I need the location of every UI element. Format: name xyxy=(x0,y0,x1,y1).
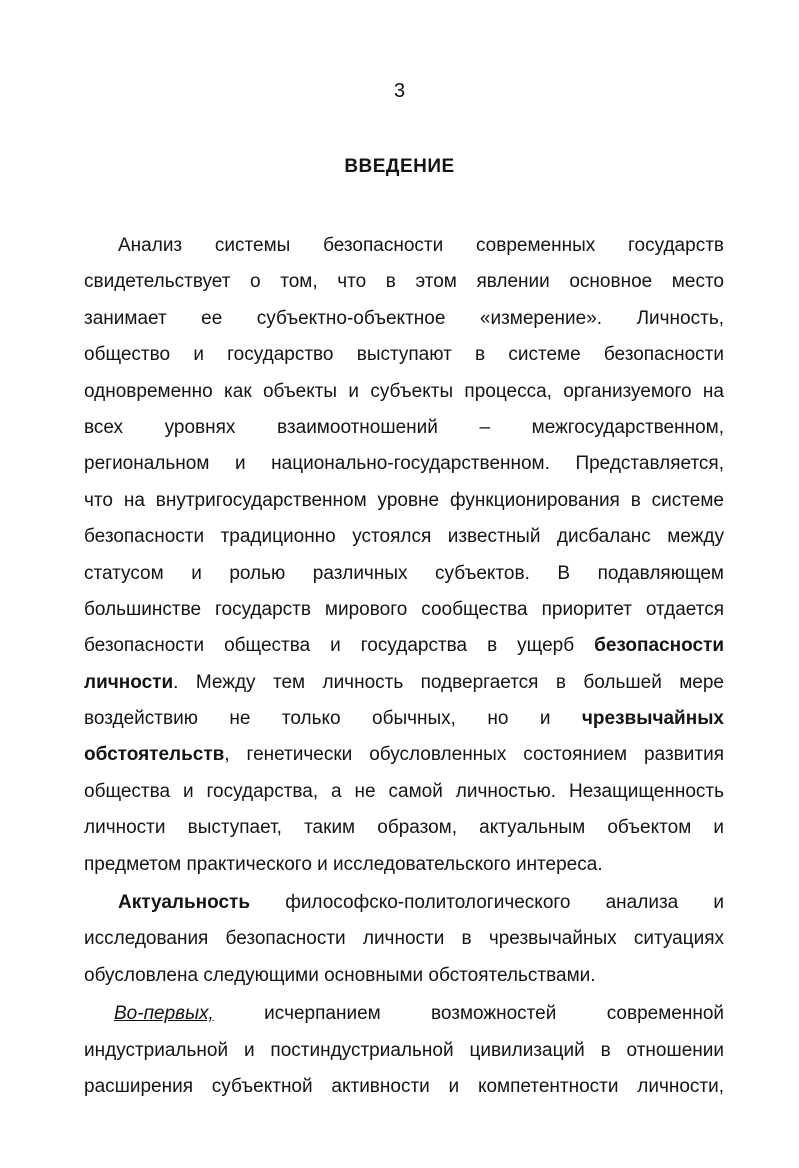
text-segment: безопасности общества и государства в ущерб xyxy=(84,635,595,657)
text-segment: , генетически обусловленных состоянием развития xyxy=(224,744,724,766)
text-segment: . Между тем личность подвергается в большей мере xyxy=(173,671,724,693)
text-line: всех уровнях взаимоотношений – межгосударственном, xyxy=(84,416,724,438)
text-segment: исчерпанием возможностей современной xyxy=(213,1003,724,1025)
text-line xyxy=(84,665,724,701)
bold-term: чрезвычайных xyxy=(581,708,724,730)
text-line: расширения субъектной активности и компетентности личности, xyxy=(84,1075,724,1097)
text-line: исследования безопасности личности в чрезвычайных ситуациях xyxy=(84,928,724,950)
bold-term: безопасности xyxy=(594,635,724,657)
text-line: личности выступает, таким образом, актуальным объектом и xyxy=(84,817,724,839)
text-line: общество и государство выступают в системе безопасности xyxy=(84,344,724,366)
text-line xyxy=(84,701,724,737)
text-line: свидетельствует о том, что в этом явлении основное место xyxy=(84,271,724,293)
text-line: занимает ее субъектно-объектное «измерение». Личность, xyxy=(84,307,724,329)
text-line: предметом практического и исследовательского интереса. xyxy=(84,853,603,875)
text-line: безопасности традиционно устоялся известный дисбаланс между xyxy=(84,526,724,548)
text-line xyxy=(84,885,724,921)
text-line: Анализ системы безопасности современных государств xyxy=(118,235,724,256)
body-text xyxy=(84,228,724,1105)
page-number: 3 xyxy=(393,80,406,102)
text-line xyxy=(84,737,724,773)
bold-term: Актуальность xyxy=(118,892,251,914)
bold-term: обстоятельств xyxy=(84,744,225,766)
text-line: одновременно как объекты и субъекты процесса, организуемого на xyxy=(84,380,724,402)
bold-term: личности xyxy=(84,671,174,693)
text-segment: философско-политологического анализа и xyxy=(250,892,724,914)
text-line: региональном и национально-государственном. Представляется, xyxy=(84,453,724,475)
text-line: большинстве государств мирового сообщества приоритет отдается xyxy=(84,598,724,620)
text-line: статусом и ролью различных субъектов. В подавляющем xyxy=(84,562,724,584)
text-line xyxy=(84,996,724,1032)
underlined-term: Во-первых, xyxy=(114,1003,214,1025)
text-line: что на внутригосударственном уровне функционирования в системе xyxy=(84,489,724,511)
text-line: общества и государства, а не самой личностью. Незащищенность xyxy=(84,780,724,802)
text-line: обусловлена следующими основными обстоятельствами. xyxy=(84,964,596,986)
text-segment: воздействию не только обычных, но и xyxy=(84,708,582,730)
text-line: индустриальной и постиндустриальной цивилизаций в отношении xyxy=(84,1039,724,1061)
text-line xyxy=(84,628,724,664)
section-heading: ВВЕДЕНИЕ xyxy=(344,156,455,177)
